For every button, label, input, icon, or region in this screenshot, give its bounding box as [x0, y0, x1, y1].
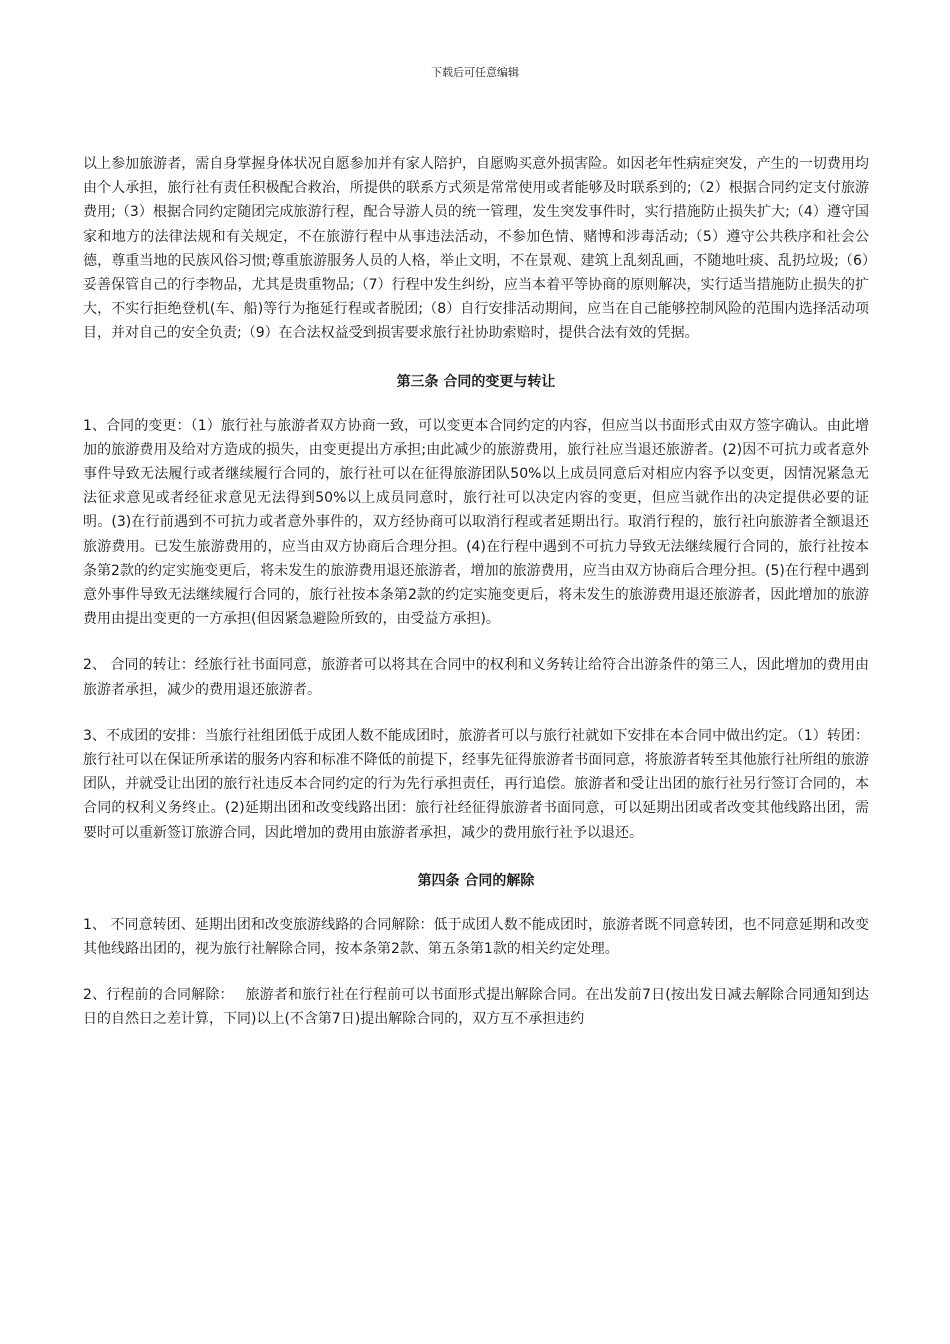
section4-paragraph-2: 2、行程前的合同解除： 旅游者和旅行社在行程前可以书面形式提出解除合同。在出发前7日(按出发日减去解除合同通知到达日的自然日之差计算，下同)以上(不含第7日)提出解除合同的，双方互不承担违约 — [83, 987, 869, 1028]
section3-paragraph-2: 2、 合同的转让：经旅行社书面同意，旅游者可以将其在合同中的权利和义务转让给符合出游条件的第三人，因此增加的费用由旅游者承担，减少的费用退还旅游者。 — [83, 657, 869, 698]
section3-paragraph-1: 1、合同的变更：（1）旅行社与旅游者双方协商一致，可以变更本合同约定的内容，但应当以书面形式由双方签字确认。由此增加的旅游费用及给对方造成的损失，由变更提出方承担;由此减少的旅游费用，旅行社应当退还旅游者。(2)因不可抗力或者意外事件导致无法履行或者继续履行合同的，旅行社可以在征得旅游团队50%以上成员同意后对相应内容予以变更，因情况紧急无法征求意见或者经征求意见无法得到50%以上成员同意时，旅行社可以决定内容的变更，但应当就作出的决定提供必要的证明。(3)在行前遇到不可抗力或者意外事件的，双方经协商可以取消行程或者延期出行。取消行程的，旅行社向旅游者全额退还旅游费用。已发生旅游费用的，应当由双方协商后合理分担。(4)在行程中遇到不可抗力导致无法继续履行合同的，旅行社按本条第2款的约定实施变更后，将未发生的旅游费用退还旅游者，增加的旅游费用，应当由双方协商后合理分担。(5)在行程中遇到意外事件导致无法继续履行合同的，旅行社按本条第2款的约定实施变更后，将未发生的旅游费用退还旅游者，因此增加的旅游费用由提出变更的一方承担(但因紧急避险所致的，由受益方承担)。 — [83, 417, 869, 628]
section3-paragraph-3: 3、不成团的安排：当旅行社组团低于成团人数不能成团时，旅游者可以与旅行社就如下安排在本合同中做出约定。（1）转团：旅行社可以在保证所承诺的服务内容和标准不降低的前提下，经事先征得旅游者书面同意，将旅游者转至其他旅行社所组的旅游团队，并就受让出团的旅行社违反本合同约定的行为先行承担责任，再行追偿。旅游者和受让出团的旅行社另行签订合同的，本合同的权利义务终止。(2)延期出团和改变线路出团：旅行社经征得旅游者书面同意，可以延期出团或者改变其他线路出团，需要时可以重新签订旅游合同，因此增加的费用由旅游者承担，减少的费用旅行社予以退还。 — [83, 727, 869, 841]
section4-title: 第四条 合同的解除 — [417, 872, 535, 889]
section4-paragraph-1: 1、 不同意转团、延期出团和改变旅游线路的合同解除：低于成团人数不能成团时，旅游者既不同意转团，也不同意延期和改变其他线路出团的，视为旅行社解除合同，按本条第2款、第五条第1款的相关约定处理。 — [83, 916, 869, 958]
intro-paragraph: 以上参加旅游者，需自身掌握身体状况自愿参加并有家人陪护，自愿购买意外损害险。如因老年性病症突发，产生的一切费用均由个人承担，旅行社有责任积极配合救治，所提供的联系方式须是常常使用或者能够及时联系到的;（2）根据合同约定支付旅游费用;（3）根据合同约定随团完成旅游行程，配合导游人员的统一管理，发生突发事件时，实行措施防止损失扩大;（4）遵守国家和地方的法律法规和有关规定，不在旅游行程中从事违法活动，不参加色情、赌博和涉毒活动;（5）遵守公共秩序和社会公德，尊重当地的民族风俗习惯;尊重旅游服务人员的人格，举止文明，不在景观、建筑上乱刻乱画，不随地吐痰、乱扔垃圾;（6）妥善保管自己的行李物品，尤其是贵重物品;（7）行程中发生纠纷，应当本着平等协商的原则解决，实行适当措施防止损失的扩大，不实行拒绝登机(车、船)等行为拖延行程或者脱团;（8）自行安排活动期间，应当在自己能够控制风险的范围内选择活动项目，并对自己的安全负责;（9）在合法权益受到损害要求旅行社协助索赔时，提供合法有效的凭据。 — [83, 156, 869, 342]
page-header: 下载后可任意编辑 — [431, 66, 519, 79]
document-body — [83, 152, 869, 1032]
section3-title: 第三条 合同的变更与转让 — [396, 373, 556, 390]
